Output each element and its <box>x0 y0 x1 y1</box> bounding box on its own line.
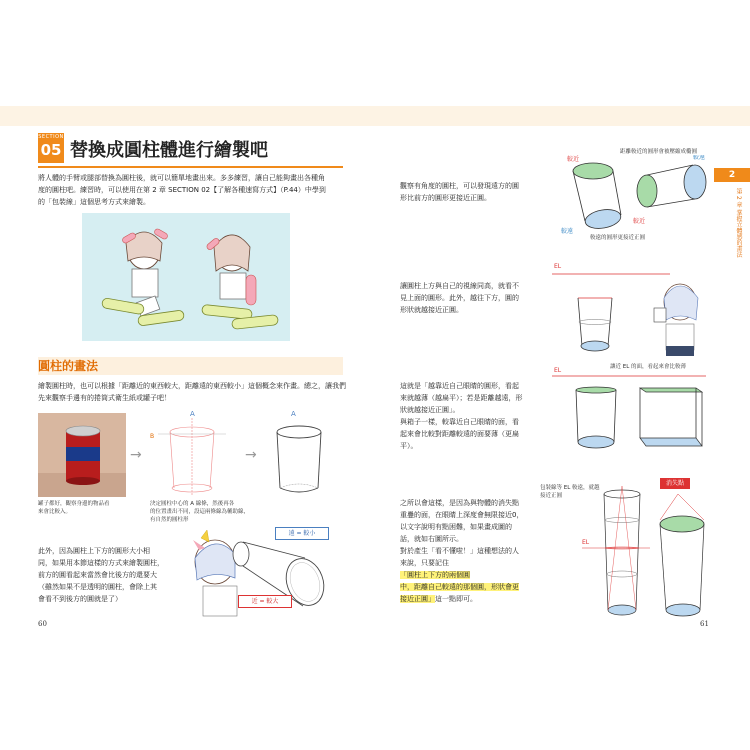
arrow-right-icon: → <box>130 447 142 463</box>
note-line: 接近正圓 <box>540 493 563 499</box>
far-small-label: 遠 = 較小 <box>275 527 329 540</box>
body-line: 狀就越接近正圓」。 <box>400 406 460 414</box>
body-line: 重疊的面，在眼睛上深度會無限接近0， <box>400 511 524 519</box>
page-number-left: 60 <box>38 620 47 628</box>
body-line: 讓圓柱上方與自己的視線同高，就看不 <box>400 282 519 290</box>
right-para-3 <box>400 380 540 452</box>
caption-line: 來會比較入。 <box>38 509 72 515</box>
pose-illustration <box>82 213 290 341</box>
highlight-line <box>400 569 540 581</box>
body-line: 起來會比較對距離較遠的面要薄（更扁 <box>400 430 519 438</box>
body-line: 同，如果用本節這樣的方式來繪製圓柱， <box>38 559 164 567</box>
highlight-line <box>400 593 540 605</box>
el-label-2: EL <box>554 367 562 374</box>
pose-drawing <box>82 213 290 341</box>
fig3-note: 讓近 EL 的面，看起來會比較薄 <box>610 364 687 370</box>
axis-a-label-2: A <box>291 410 296 418</box>
fig1-top-note: 距離較近的圓形會被壓縮成橢圓 <box>620 149 698 155</box>
section-title: 替換成圓柱體進行繪製吧 <box>70 140 268 161</box>
body-line: 繪製圓柱時，也可以根據「距離近的東西較大，距離遠的東西較小」這個概念來作畫。總之，讓我們 <box>38 382 346 390</box>
body-line: 形比前方的圓形更接近正圓。 <box>400 194 491 202</box>
body-line: 會看不到後方的圓就是了） <box>38 595 122 603</box>
axis-a-label: A <box>190 410 195 418</box>
section-number: 05 <box>40 141 62 159</box>
near-big-label: 近 = 較大 <box>238 595 292 608</box>
body-tail: 這一點即可。 <box>435 595 477 603</box>
tilted-cylinders-figure <box>555 155 710 235</box>
right-para-1 <box>400 180 540 204</box>
eye-level-cylinder-figure <box>550 258 710 358</box>
can-photo <box>38 413 126 497</box>
note-line: 包裝線等 EL 較遠，就越 <box>540 485 600 491</box>
intro-line: 將人體的手臂或腿部替換為圓柱後，就可以簡單地畫出來。多多練習，讓自己能夠畫出各種角 <box>38 174 325 182</box>
fig1-bottom-note: 較遠的圓形更接近正圓 <box>590 235 646 241</box>
chapter-tab-text: 第 2 章 掌握立體感的畫法 <box>735 188 742 258</box>
cylinder-construction-sketch <box>150 408 240 500</box>
body-line: 以文字說明有點困難，如果畫成圖的 <box>400 523 512 531</box>
highlight-text: 中，距離自己較遠的那個圓，形狀會更 <box>400 583 519 591</box>
intro-line: 的「包裝線」這個思考方式來繪製。 <box>38 198 150 206</box>
body-line: 此外，因為圓柱上下方的圓形大小相 <box>38 547 150 555</box>
right-para-4 <box>400 497 540 605</box>
vanishing-point-label: 消失點 <box>660 478 690 489</box>
cylinder-and-box-figure <box>550 362 710 452</box>
highlight-line <box>400 581 540 593</box>
chapter-tab-number: 2 <box>714 168 750 182</box>
far-label-2: 較遠 <box>693 155 706 161</box>
body-line: 平）。 <box>400 442 418 450</box>
body-text-1 <box>38 380 348 404</box>
finished-cylinder-sketch <box>265 408 343 500</box>
highlight-text: 「圓柱上下方的兩個圓 <box>400 571 470 579</box>
caption-line: 有自然的圓柱形 <box>150 517 189 523</box>
arrow-right-icon: → <box>245 447 257 463</box>
title-underline <box>38 166 343 168</box>
vanishing-point-figure <box>560 480 715 620</box>
body-line: 與箱子一樣，較靠近自己眼睛的面，看 <box>400 418 519 426</box>
section-label: SECTION <box>38 134 64 140</box>
body-line: 來就越薄（越扁平）；若是距離越遠，形 <box>400 394 523 402</box>
body-line: 對於產生「看不懂啦！」這種想法的人 <box>400 547 519 555</box>
top-band <box>0 106 750 126</box>
body-line: 形狀就越接近正圓。 <box>400 306 463 314</box>
caption-line: 的位置畫出不同，設這兩條線為輔助線， <box>150 509 250 515</box>
page-number-right: 61 <box>700 620 709 628</box>
near-label-2: 較近 <box>633 218 646 225</box>
photo-caption <box>38 500 133 516</box>
highlight-text: 接近正圓」 <box>400 595 435 603</box>
caption-line: 決定圓柱中心的 A 線條，然後再各 <box>150 501 235 507</box>
body-line: 先來觀察手邊有的捲筒式衛生紙或罐子吧！ <box>38 394 171 402</box>
mark-b-label: B <box>150 433 155 440</box>
far-label: 較遠 <box>561 228 574 235</box>
can-drawing <box>38 413 126 497</box>
el-label: EL <box>554 263 562 270</box>
near-label: 較近 <box>567 156 580 163</box>
intro-text <box>38 172 348 208</box>
subheading: 圓柱的畫法 <box>38 359 99 373</box>
body-line: 這就是「越靠近自己眼睛的圓形，看起 <box>400 382 519 390</box>
body-line: （雖然如果不是透明的圓柱，會除上其 <box>38 583 157 591</box>
section-tag <box>38 133 64 163</box>
right-para-2 <box>400 280 540 316</box>
intro-line: 度的圓柱吧。練習時，可以使用在第 2 章 SECTION 02【了解各種速寫方式】（P.44）中學到 <box>38 186 326 194</box>
body-text-2 <box>38 545 186 605</box>
body-line: 話，就如右圖所示。 <box>400 535 463 543</box>
body-line: 前方的圓看起來當然會比後方的還要大 <box>38 571 157 579</box>
body-line: 之所以會這樣，是因為與物體的消失點 <box>400 499 519 507</box>
caption-line: 罐子都好，觀察身邊的物品看 <box>38 501 110 507</box>
body-line: 來說，只要記住 <box>400 559 449 567</box>
body-line: 見上面的圓形。此外，越往下方，圓的 <box>400 294 519 302</box>
el-label-3: EL <box>582 539 590 546</box>
body-line: 觀察有角度的圓柱，可以發現遠方的圓 <box>400 182 519 190</box>
